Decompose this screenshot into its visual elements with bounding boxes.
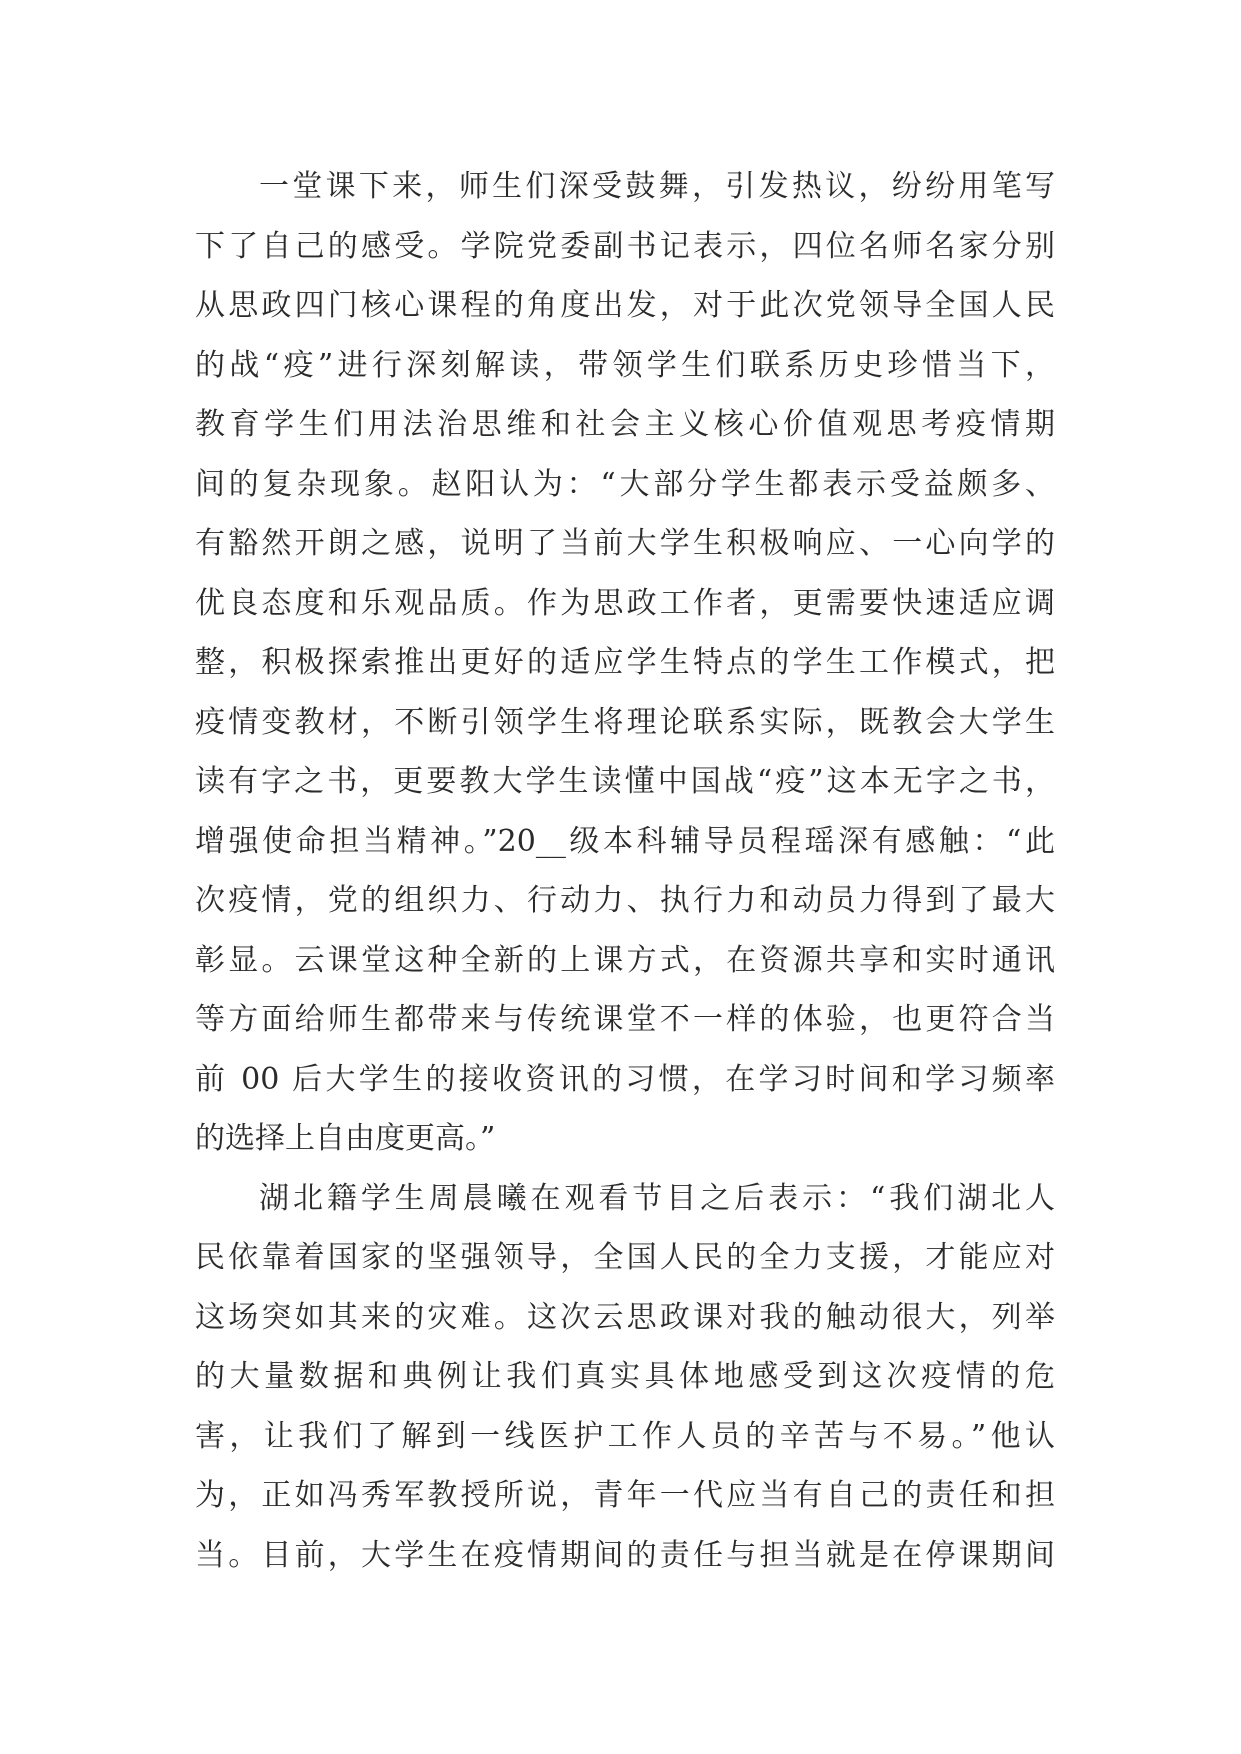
paragraph-line: 这场突如其来的灾难。这次云思政课对我的触动很大，列举 <box>195 1299 1055 1335</box>
paragraph-line: 等方面给师生都带来与传统课堂不一样的体验，也更符合当 <box>195 1002 1055 1037</box>
paragraph-line: 害，让我们了解到一线医护工作人员的辛苦与不易。”他认 <box>195 1418 1055 1454</box>
paragraph-line: 当。目前，大学生在疫情期间的责任与担当就是在停课期间 <box>195 1537 1055 1573</box>
paragraph-line: 间的复杂现象。赵阳认为：“大部分学生都表示受益颇多、 <box>195 466 1055 502</box>
paragraph-line: 教育学生们用法治思维和社会主义核心价值观思考疫情期 <box>195 407 1055 442</box>
paragraph-line: 湖北籍学生周晨曦在观看节目之后表示：“我们湖北人 <box>259 1180 1055 1216</box>
paragraph-line: 民依靠着国家的坚强领导，全国人民的全力支援，才能应对 <box>195 1240 1055 1275</box>
paragraph-line: 下了自己的感受。学院党委副书记表示，四位名师名家分别 <box>195 228 1055 264</box>
paragraph-line: 疫情变教材，不断引领学生将理论联系实际，既教会大学生 <box>195 704 1055 740</box>
paragraph-line: 彰显。云课堂这种全新的上课方式，在资源共享和实时通讯 <box>195 942 1055 978</box>
paragraph-line: 的选择上自由度更高。” <box>195 1121 496 1156</box>
paragraph-line: 的战“疫”进行深刻解读，带领学生们联系历史珍惜当下， <box>195 347 1055 383</box>
paragraph-line: 为，正如冯秀军教授所说，青年一代应当有自己的责任和担 <box>195 1478 1055 1513</box>
paragraph-line: 次疫情，党的组织力、行动力、执行力和动员力得到了最大 <box>195 883 1055 918</box>
paragraph-1 <box>195 157 1055 1169</box>
paragraph-line: 一堂课下来，师生们深受鼓舞，引发热议，纷纷用笔写 <box>259 169 1055 204</box>
paragraph-line: 优良态度和乐观品质。作为思政工作者，更需要快速适应调 <box>195 585 1055 621</box>
paragraph-line: 增强使命担当精神。”20__级本科辅导员程瑶深有感触：“此 <box>195 823 1055 859</box>
paragraph-line: 的大量数据和典例让我们真实具体地感受到这次疫情的危 <box>195 1359 1055 1394</box>
paragraph-line: 从思政四门核心课程的角度出发，对于此次党领导全国人民 <box>195 288 1055 323</box>
paragraph-line: 整，积极探索推出更好的适应学生特点的学生工作模式，把 <box>195 645 1055 680</box>
paragraph-line: 前 00 后大学生的接收资讯的习惯，在学习时间和学习频率 <box>195 1061 1055 1097</box>
paragraph-line: 读有字之书，更要教大学生读懂中国战“疫”这本无字之书， <box>195 764 1055 799</box>
paragraph-2 <box>195 1169 1055 1586</box>
document-body <box>195 157 1055 1585</box>
paragraph-line: 有豁然开朗之感，说明了当前大学生积极响应、一心向学的 <box>195 526 1055 561</box>
